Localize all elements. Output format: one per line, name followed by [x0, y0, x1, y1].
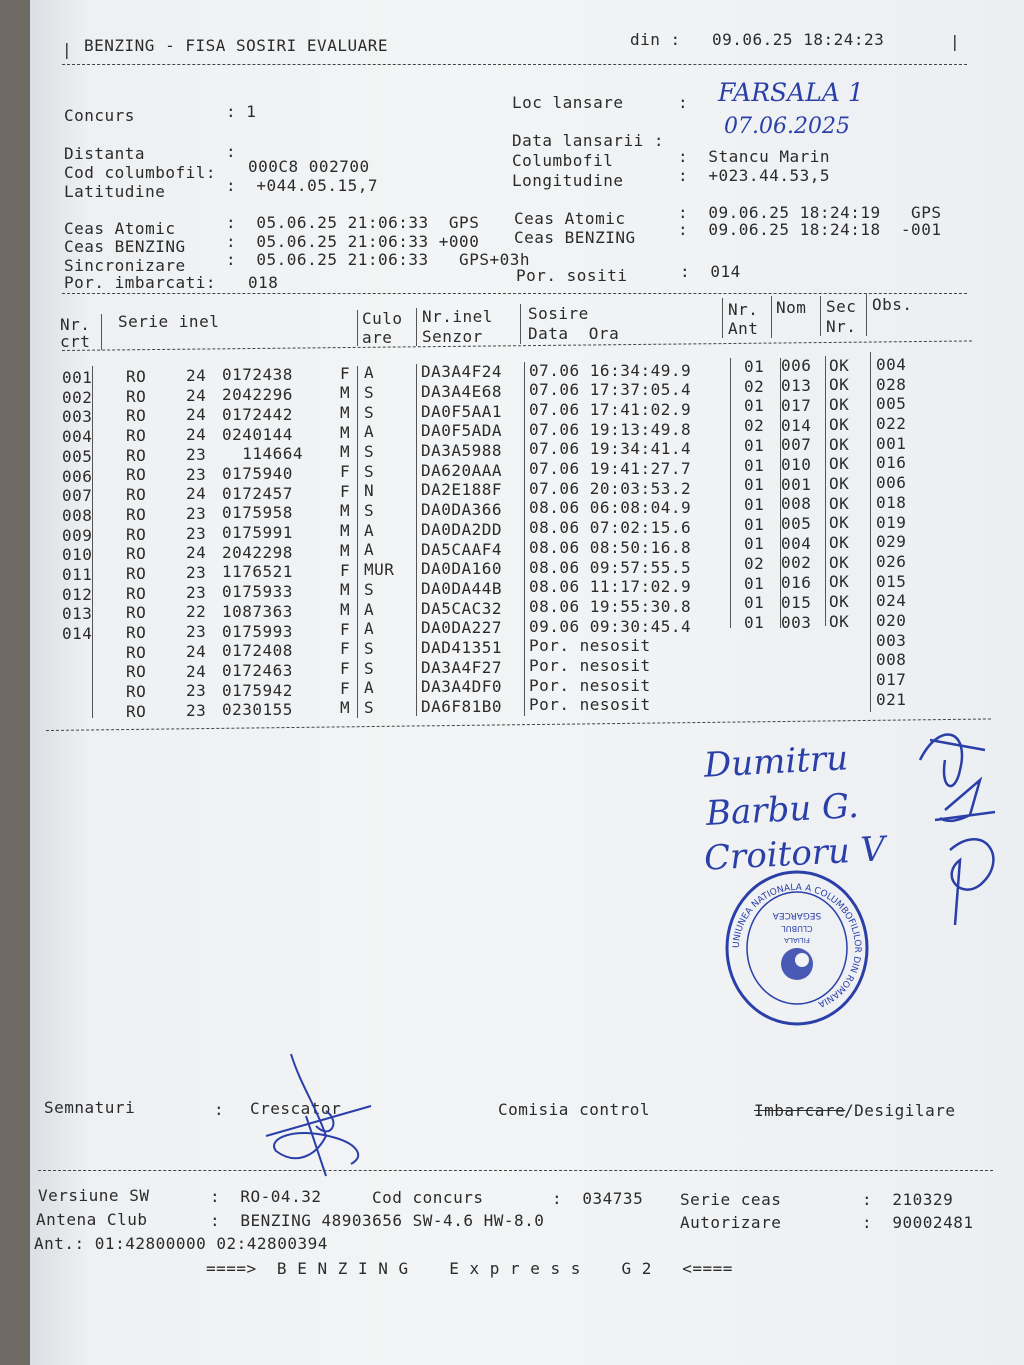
cell-nom: 016: [781, 573, 812, 593]
col-separator: [416, 364, 417, 716]
col-separator: [722, 298, 723, 338]
cell-ant: 02: [744, 554, 765, 574]
cell-an: 24: [186, 484, 207, 504]
cell-sec: OK: [829, 533, 850, 553]
cell-sec: OK: [829, 572, 850, 592]
cell-senzor: DA620AAA: [421, 460, 503, 480]
cell-nr: 010: [62, 545, 93, 565]
loc-label: Loc lansare: [512, 93, 624, 112]
cell-tara: RO: [126, 366, 147, 386]
cell-an: 23: [186, 523, 207, 543]
cell-sec: OK: [829, 513, 850, 533]
cell-senzor: DA0DA44B: [421, 578, 503, 598]
cell-senzor: DAD41351: [421, 638, 503, 658]
cell-nr: 005: [62, 446, 93, 466]
cell-ant: 01: [744, 396, 765, 416]
ceas-atomic2-value: : 09.06.25 18:24:19 GPS: [678, 203, 942, 222]
data-lansarii-label: Data lansarii :: [512, 131, 664, 150]
cell-sosire: Por. nesosit: [529, 675, 651, 695]
cell-sosire: 08.06 19:55:30.8: [529, 596, 692, 616]
cell-inel: 114664: [222, 444, 304, 464]
cell-senzor: DA3A4F27: [421, 657, 503, 677]
comisia-label: Comisia control: [498, 1100, 650, 1119]
antena-value: : BENZING 48903656 SW-4.6 HW-8.0: [210, 1211, 545, 1230]
cell-cul: A: [364, 422, 375, 442]
concurs-value: : 1: [226, 102, 257, 121]
cell-cul: A: [364, 619, 375, 639]
cell-obs: 019: [876, 512, 907, 532]
cell-sosire: 07.06 16:34:49.9: [529, 360, 692, 380]
cell-inel: 0175991: [222, 523, 293, 543]
cell-inel: 0175942: [222, 680, 293, 700]
cell-inel: 0172438: [222, 365, 293, 385]
ceas-benzing-label: Ceas BENZING: [64, 237, 186, 256]
autorizare-value: : 90002481: [862, 1213, 974, 1232]
cell-nom: 001: [781, 474, 812, 494]
cell-sex: M: [340, 402, 351, 422]
cell-nr: 003: [62, 407, 93, 427]
col-separator: [870, 352, 871, 712]
cell-tara: RO: [126, 563, 147, 583]
serie-ceas-label: Serie ceas: [680, 1190, 782, 1209]
cell-ant: 01: [744, 494, 765, 514]
cell-an: 23: [186, 563, 207, 583]
cell-cul: MUR: [364, 560, 395, 580]
cell-senzor: DA0F5ADA: [421, 421, 503, 441]
cell-senzor: DA3A5988: [421, 441, 503, 461]
cell-obs: 022: [876, 414, 907, 434]
cell-an: 23: [186, 681, 207, 701]
cell-sosire: 08.06 11:17:02.9: [529, 577, 692, 597]
cell-tara: RO: [126, 583, 147, 603]
cell-obs: 024: [876, 591, 907, 611]
cell-nr: 014: [62, 624, 93, 644]
col-separator: [866, 294, 867, 336]
cell-cul: S: [364, 579, 375, 599]
cell-nr: 006: [62, 466, 93, 486]
cell-ant: 01: [744, 455, 765, 475]
cell-obs: 016: [876, 453, 907, 473]
col-header-nrinel: Nr.inel: [422, 307, 493, 326]
cell-an: 23: [186, 464, 207, 484]
cell-cul: A: [364, 540, 375, 560]
columbofil-value: : Stancu Marin: [678, 147, 830, 166]
cell-obs: 026: [876, 551, 907, 571]
col-separator: [524, 362, 525, 716]
header-bar: |: [62, 40, 73, 59]
imbarcare-label: Imbarcare: [754, 1101, 846, 1120]
cell-an: 23: [186, 444, 207, 464]
svg-text:SEGARCEA: SEGARCEA: [772, 910, 822, 920]
cell-senzor: DA6F81B0: [421, 697, 503, 717]
cell-nom: 002: [781, 553, 812, 573]
handwritten-name-3: Croitoru V: [703, 829, 887, 879]
cell-sosire: 07.06 19:34:41.4: [529, 439, 692, 459]
print-date: 09.06.25 18:24:23: [712, 30, 885, 49]
imbarcati-label: Por. imbarcati:: [64, 273, 216, 292]
crescator-label: Crescator: [250, 1099, 342, 1118]
cell-nom: 004: [781, 533, 812, 553]
cell-cul: S: [364, 698, 375, 718]
cell-inel: 0172457: [222, 483, 293, 503]
cell-cul: S: [364, 658, 375, 678]
distanta-sep: :: [226, 142, 237, 161]
loc-sep: :: [678, 93, 689, 112]
columbofil-label: Columbofil: [512, 151, 614, 170]
col-header-sec: Sec: [826, 297, 857, 316]
cod-label: Cod columbofil:: [64, 163, 216, 182]
cell-cul: S: [364, 461, 375, 481]
cell-sex: M: [340, 599, 351, 619]
cell-tara: RO: [126, 701, 147, 721]
col-header-dataora: Data Ora: [528, 324, 620, 343]
cell-sosire: 07.06 20:03:53.2: [529, 478, 692, 498]
cell-tara: RO: [126, 662, 147, 682]
cell-ant: 01: [744, 357, 765, 377]
ceas-atomic2-label: Ceas Atomic: [514, 209, 626, 228]
cell-tara: RO: [126, 682, 147, 702]
ceas-atomic-label: Ceas Atomic: [64, 219, 176, 238]
cell-obs: 008: [876, 650, 907, 670]
svg-text:CLUBUL: CLUBUL: [781, 924, 813, 933]
cell-tara: RO: [126, 406, 147, 426]
col-separator: [101, 314, 102, 350]
divider: [62, 64, 967, 65]
cell-tara: RO: [126, 426, 147, 446]
cell-sosire: Por. nesosit: [529, 636, 651, 656]
cell-ant: 01: [744, 534, 765, 554]
cell-inel: 0172442: [222, 404, 293, 424]
cell-inel: 0240144: [222, 424, 293, 444]
cell-sec: OK: [829, 552, 850, 572]
cell-sex: M: [340, 698, 351, 718]
cell-sosire: 07.06 19:13:49.8: [529, 419, 692, 439]
col-header-culo: Culo: [362, 309, 403, 328]
cod-concurs-value: : 034735: [552, 1189, 644, 1208]
col-separator: [825, 356, 826, 626]
signatures-sep: :: [214, 1100, 225, 1119]
cell-nom: 014: [781, 415, 812, 435]
cell-inel: 0175940: [222, 463, 293, 483]
cell-tara: RO: [126, 485, 147, 505]
cell-nom: 015: [781, 592, 812, 612]
cell-tara: RO: [126, 445, 147, 465]
cell-sosire: 09.06 09:30:45.4: [529, 616, 692, 636]
sositi-value: : 014: [680, 262, 741, 281]
sinc-label: Sincronizare: [64, 256, 186, 275]
cell-senzor: DA3A4F24: [421, 362, 503, 382]
cell-obs: 017: [876, 670, 907, 690]
cell-an: 24: [186, 425, 207, 445]
cell-sosire: 08.06 06:08:04.9: [529, 498, 692, 518]
cell-nr: 013: [62, 604, 93, 624]
col-header-secnr: Nr.: [826, 317, 857, 336]
sositi-label: Por. sositi: [516, 266, 628, 285]
cell-inel: 0175933: [222, 582, 293, 602]
cell-nr: 011: [62, 565, 93, 584]
cell-inel: 2042296: [222, 385, 293, 405]
col-separator: [820, 296, 821, 336]
cell-nom: 010: [781, 454, 812, 474]
col-header-obs: Obs.: [872, 295, 913, 314]
serie-ceas-value: : 210329: [862, 1190, 954, 1209]
divider: [38, 1170, 993, 1171]
cell-sex: M: [340, 521, 351, 541]
ceas-benzing2-value: : 09.06.25 18:24:18 -001: [678, 220, 942, 239]
col-separator: [730, 358, 731, 628]
cell-sosire: 07.06 17:37:05.4: [529, 380, 692, 400]
cell-senzor: DA0DA160: [421, 559, 503, 579]
cell-sex: F: [340, 560, 351, 580]
col-separator: [357, 310, 358, 346]
cell-obs: 018: [876, 492, 907, 512]
cell-sex: F: [340, 363, 351, 383]
cell-obs: 001: [876, 433, 907, 453]
col-separator: [416, 308, 417, 346]
ceas-benzing2-label: Ceas BENZING: [514, 228, 636, 247]
divider: [62, 293, 967, 294]
cell-an: 22: [186, 602, 207, 622]
cell-obs: 005: [876, 394, 907, 414]
signature-initials-image: [900, 700, 1010, 940]
cell-sex: F: [340, 481, 351, 501]
ceas-atomic-value: : 05.06.25 21:06:33 GPS: [226, 213, 480, 232]
col-header-ant: Ant: [728, 319, 759, 338]
cell-nr: 008: [62, 505, 93, 525]
cell-sex: M: [340, 540, 351, 560]
lat-value: : +044.05.15,7: [226, 176, 378, 195]
cell-sex: F: [340, 619, 351, 639]
cell-inel: 0175958: [222, 503, 293, 523]
lat-label: Latitudine: [64, 182, 166, 201]
cell-sex: M: [340, 580, 351, 600]
cell-sosire: 08.06 08:50:16.8: [529, 537, 692, 557]
cell-an: 23: [186, 503, 207, 523]
versiune-value: : RO-04.32: [210, 1187, 322, 1206]
cell-an: 23: [186, 582, 207, 602]
cell-sec: OK: [829, 414, 850, 434]
cell-sosire: Por. nesosit: [529, 656, 651, 676]
cell-ant: 01: [744, 475, 765, 495]
sinc-value: : 05.06.25 21:06:33 GPS+03h: [226, 250, 530, 269]
date-label: din :: [630, 30, 681, 49]
cell-an: 24: [186, 641, 207, 661]
cell-tara: RO: [126, 623, 147, 643]
long-value: : +023.44.53,5: [678, 166, 830, 185]
cell-sex: F: [340, 678, 351, 698]
document-title: BENZING - FISA SOSIRI EVALUARE: [84, 36, 388, 55]
cell-senzor: DA0DA227: [421, 618, 503, 638]
cell-ant: 01: [744, 514, 765, 534]
col-header-nr: Nr.: [60, 315, 91, 334]
cell-tara: RO: [126, 603, 147, 623]
cell-cul: S: [364, 441, 375, 461]
header-bar-right: |: [950, 32, 961, 51]
concurs-label: Concurs: [64, 106, 135, 125]
cell-cul: N: [364, 481, 375, 501]
cell-senzor: DA3A4DF0: [421, 677, 503, 697]
cell-inel: 0172463: [222, 660, 293, 680]
cell-sec: OK: [829, 611, 850, 631]
cell-sec: OK: [829, 434, 850, 454]
cell-nom: 003: [781, 612, 812, 632]
svg-text:UNIUNEA NATIONALA A COLUMBOFIL: UNIUNEA NATIONALA A COLUMBOFILILOR DIN ROMANIA: [731, 882, 863, 1009]
col-separator: [771, 296, 772, 338]
data-lansarii-handwritten: 07.06.2025: [724, 114, 850, 139]
cell-obs: 015: [876, 571, 907, 591]
cell-nr: 012: [62, 584, 93, 604]
cell-senzor: DA3A4E68: [421, 381, 503, 401]
cell-nr: 001: [62, 368, 93, 387]
cell-sec: OK: [829, 473, 850, 493]
cell-tara: RO: [126, 524, 147, 544]
cell-sec: OK: [829, 592, 850, 612]
col-header-senzor: Senzor: [422, 327, 483, 346]
cell-sex: M: [340, 422, 351, 442]
cell-senzor: DA5CAAF4: [421, 539, 503, 559]
imbarcati-value: 018: [248, 273, 279, 292]
crescator-signature-image: [256, 1046, 386, 1186]
cell-obs: 029: [876, 532, 907, 552]
cell-tara: RO: [126, 504, 147, 524]
cell-cul: S: [364, 382, 375, 402]
cell-ant: 01: [744, 435, 765, 455]
club-stamp-image: [722, 868, 872, 1028]
cell-sex: F: [340, 659, 351, 679]
cell-sosire: 07.06 19:41:27.7: [529, 459, 692, 479]
cell-nr: 004: [62, 427, 93, 447]
cell-sosire: 07.06 17:41:02.9: [529, 399, 692, 419]
cell-nom: 013: [781, 376, 812, 396]
cell-obs: 028: [876, 374, 907, 394]
col-header-nom: Nom: [776, 298, 807, 317]
versiune-label: Versiune SW: [38, 1186, 150, 1205]
cell-inel: 0175993: [222, 621, 293, 641]
cell-sec: OK: [829, 355, 850, 375]
cell-nr: 007: [62, 486, 93, 506]
long-label: Longitudine: [512, 171, 624, 190]
cell-cul: A: [364, 363, 375, 383]
cell-sec: OK: [829, 375, 850, 395]
cell-sec: OK: [829, 454, 850, 474]
cell-an: 24: [186, 405, 207, 425]
ceas-benzing-value: : 05.06.25 21:06:33 +000: [226, 232, 480, 251]
cell-obs: 021: [876, 689, 907, 709]
cell-cul: S: [364, 402, 375, 422]
cell-an: 23: [186, 700, 207, 720]
col-separator: [357, 366, 358, 718]
cell-nom: 005: [781, 514, 812, 534]
cell-ant: 02: [744, 376, 765, 396]
handwritten-name-1: Dumitru: [703, 738, 850, 786]
cell-tara: RO: [126, 386, 147, 406]
loc-value-handwritten: FARSALA 1: [718, 78, 864, 107]
desigilare-label: /Desigilare: [844, 1101, 956, 1120]
cell-inel: 0172408: [222, 641, 293, 661]
col-separator: [520, 304, 521, 344]
cell-inel: 1176521: [222, 562, 293, 582]
cell-ant: 01: [744, 593, 765, 613]
cell-obs: 003: [876, 630, 907, 650]
cell-senzor: DA0DA2DD: [421, 519, 503, 539]
handwritten-name-2: Barbu G.: [705, 786, 860, 834]
cell-ant: 01: [744, 613, 765, 633]
signatures-label: Semnaturi: [44, 1098, 136, 1117]
cell-an: 24: [186, 366, 207, 386]
cell-nr: 002: [62, 387, 93, 407]
cell-an: 24: [186, 661, 207, 681]
cell-senzor: DA2E188F: [421, 480, 503, 500]
cell-nom: 007: [781, 435, 812, 455]
cell-sec: OK: [829, 493, 850, 513]
cell-nom: 008: [781, 494, 812, 514]
cell-sex: M: [340, 383, 351, 403]
cell-nom: 006: [781, 356, 812, 376]
cell-nom: 017: [781, 395, 812, 415]
cell-cul: A: [364, 678, 375, 698]
cell-senzor: DA0F5AA1: [421, 401, 503, 421]
brand-line: ====> B E N Z I N G E x p r e s s G 2 <====: [206, 1259, 733, 1278]
cell-ant: 01: [744, 573, 765, 593]
cell-cul: S: [364, 638, 375, 658]
antena-label: Antena Club: [36, 1210, 148, 1229]
cell-sec: OK: [829, 395, 850, 415]
cod-value: 000C8 002700: [248, 157, 370, 176]
col-header-serie: Serie inel: [118, 312, 220, 331]
cell-ant: 02: [744, 416, 765, 436]
cell-sex: M: [340, 501, 351, 521]
cell-cul: A: [364, 599, 375, 619]
cell-obs: 020: [876, 611, 907, 631]
cell-sex: F: [340, 462, 351, 482]
cell-an: 24: [186, 385, 207, 405]
cell-inel: 1087363: [222, 601, 293, 621]
cell-cul: S: [364, 501, 375, 521]
cell-senzor: DA0DA366: [421, 500, 503, 520]
col-header-crt: crt: [60, 332, 91, 351]
cell-an: 24: [186, 543, 207, 563]
autorizare-label: Autorizare: [680, 1213, 782, 1232]
cell-tara: RO: [126, 642, 147, 662]
cell-inel: 2042298: [222, 542, 293, 562]
cell-sosire: Por. nesosit: [529, 695, 651, 715]
cell-obs: 006: [876, 473, 907, 493]
ant-line: Ant.: 01:42800000 02:42800394: [34, 1234, 328, 1253]
cell-sosire: 08.06 07:02:15.6: [529, 518, 692, 538]
cell-cul: A: [364, 520, 375, 540]
cell-inel: 0230155: [222, 700, 293, 720]
cell-obs: 004: [876, 354, 907, 374]
cell-senzor: DA5CAC32: [421, 598, 503, 618]
cell-sex: F: [340, 639, 351, 659]
cell-tara: RO: [126, 544, 147, 564]
cell-an: 23: [186, 622, 207, 642]
col-header-nrant: Nr.: [728, 300, 759, 319]
distanta-label: Distanta: [64, 144, 146, 163]
svg-text:FILIALA: FILIALA: [784, 936, 810, 944]
cell-tara: RO: [126, 465, 147, 485]
cell-sex: M: [340, 442, 351, 462]
col-header-are: are: [362, 328, 393, 347]
cod-concurs-label: Cod concurs: [372, 1188, 484, 1207]
cell-nr: 009: [62, 525, 93, 545]
cell-sosire: 08.06 09:57:55.5: [529, 557, 692, 577]
col-header-sosire: Sosire: [528, 304, 589, 323]
